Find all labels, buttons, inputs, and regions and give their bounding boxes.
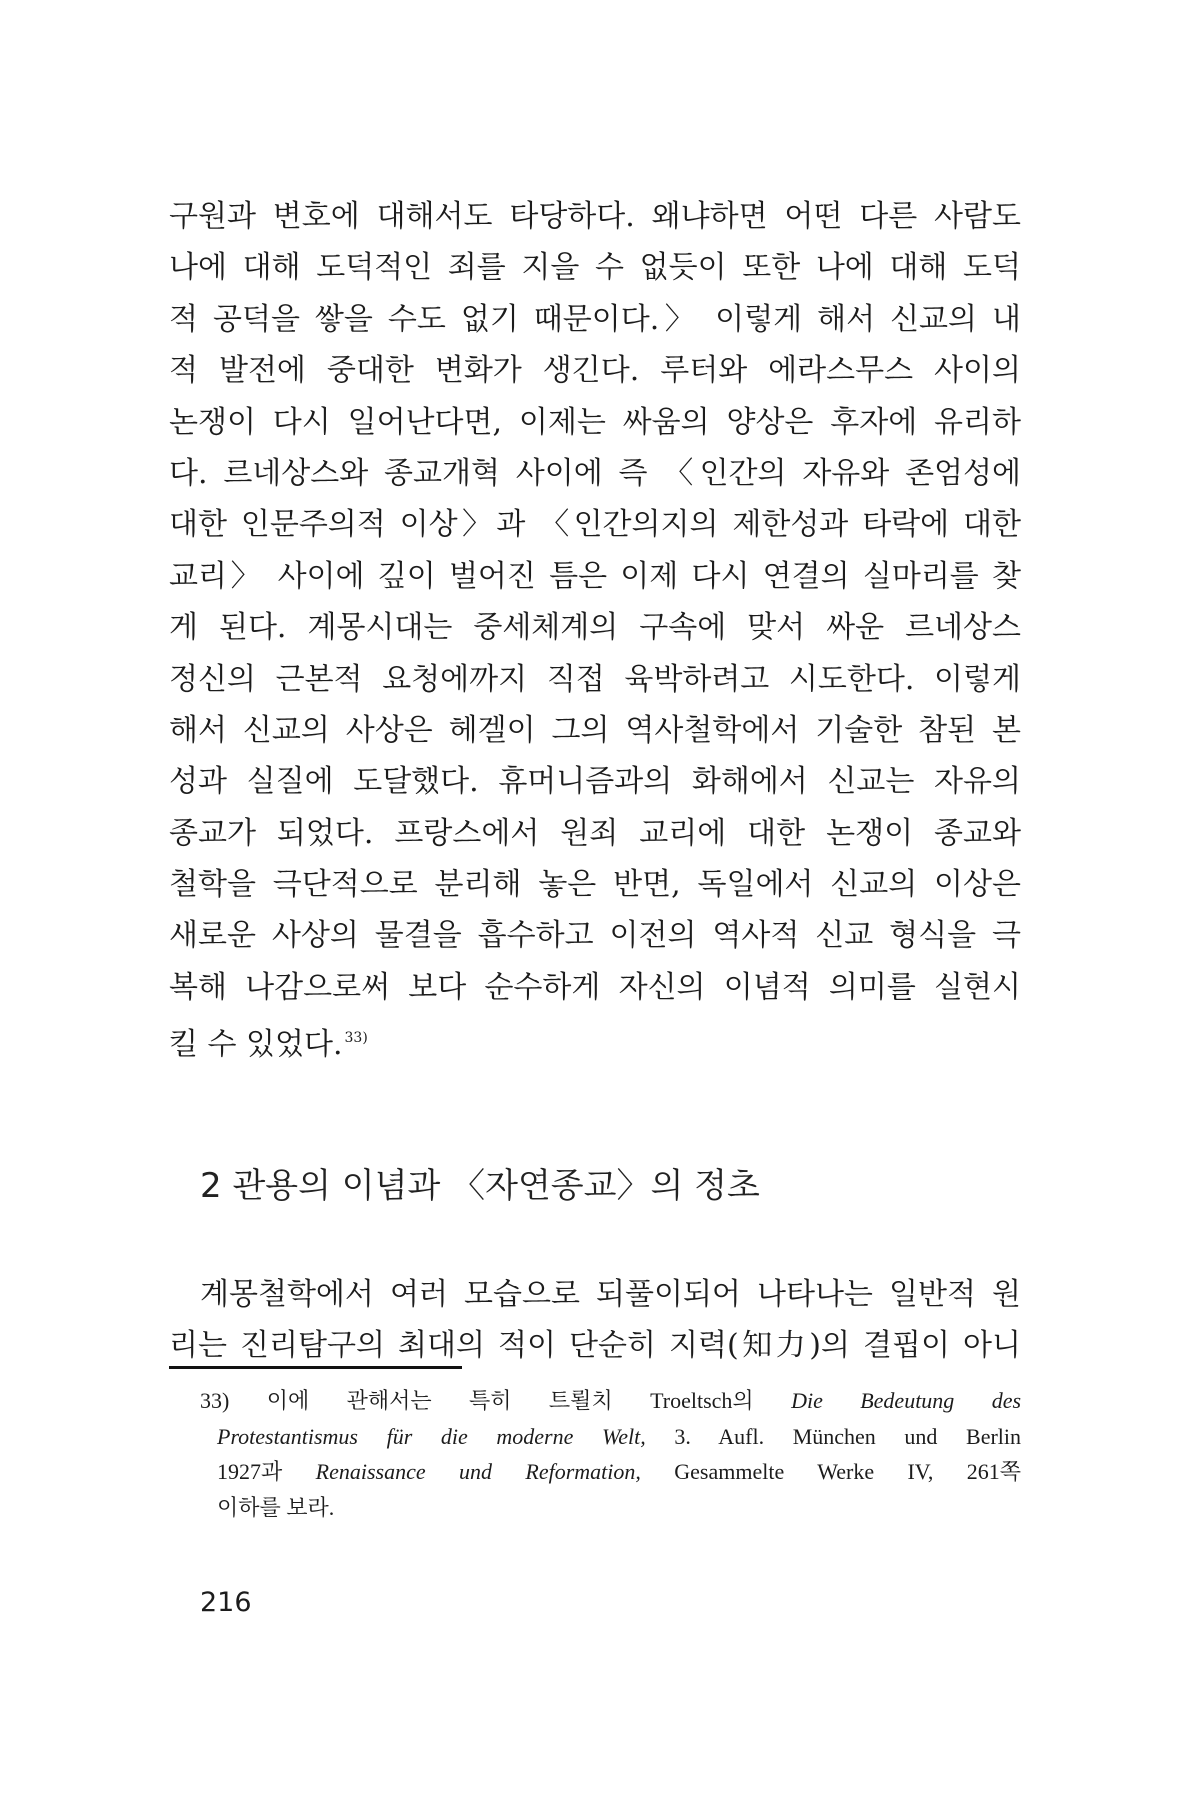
body-paragraph: [169, 191, 1021, 1065]
body-line: 교리〉 사이에 깊이 벌어진 틈은 이제 다시 연결의 실마리를 찾: [169, 558, 1021, 594]
footnote-title-italic: Renaissance und Reformation,: [315, 1459, 641, 1484]
footnote-text: Gesammelte Werke IV, 261쪽: [674, 1459, 1021, 1484]
body-line: 대한 인문주의적 이상〉과 〈인간의지의 제한성과 타락에 대한: [169, 507, 1021, 543]
body-line: 정신의 근본적 요청에까지 직접 육박하려고 시도한다. 이렇게: [169, 661, 1021, 697]
body-line: 복해 나감으로써 보다 순수하게 자신의 이념적 의미를 실현시: [169, 969, 1021, 1005]
body-line: 해서 신교의 사상은 헤겔이 그의 역사철학에서 기술한 참된 본: [169, 712, 1021, 748]
footnote-title-italic: Die Bedeutung des: [791, 1388, 1021, 1413]
page-number: 216: [200, 1587, 252, 1618]
body-line: 적 발전에 중대한 변화가 생긴다. 루터와 에라스무스 사이의: [169, 353, 1021, 389]
body-line: 구원과 변호에 대해서도 타당하다. 왜냐하면 어떤 다른 사람도: [169, 199, 1021, 234]
body-line: 철학을 극단적으로 분리해 놓은 반면, 독일에서 신교의 이상은: [169, 867, 1021, 903]
body-line: [169, 1013, 1021, 1064]
footnote-text: 이하를 보라.: [217, 1494, 335, 1520]
footnote: [200, 1383, 1021, 1525]
footnote-divider: [169, 1366, 462, 1369]
body-line: 성과 실질에 도달했다. 휴머니즘과의 화해에서 신교는 자유의: [169, 764, 1021, 800]
footnote-text: 이에 관해서는 특히 트뢸치 Troeltsch의: [266, 1388, 754, 1413]
body-line: 게 된다. 계몽시대는 중세체계의 구속에 맞서 싸운 르네상스: [169, 610, 1021, 646]
body-line: 계몽철학에서 여러 모습으로 되풀이되어 나타나는 일반적 원: [200, 1277, 1021, 1312]
body-line: 새로운 사상의 물결을 흡수하고 이전의 역사적 신교 형식을 극: [169, 918, 1021, 954]
body-line: 리는 진리탐구의 최대의 적이 단순히 지력(知力)의 결핍이 아니: [169, 1328, 1021, 1364]
body-line: 논쟁이 다시 일어난다면, 이제는 싸움의 양상은 후자에 유리하: [169, 404, 1021, 440]
body-line: 나에 대해 도덕적인 죄를 지을 수 없듯이 또한 나에 대해 도덕: [169, 250, 1021, 286]
body-line: 적 공덕을 쌓을 수도 없기 때문이다.〉 이렇게 해서 신교의 내: [169, 301, 1021, 337]
footnote-line: [200, 1383, 1021, 1419]
footnote-title-italic: Protestantismus für die moderne Welt,: [217, 1423, 646, 1449]
footnote-marker: 33): [200, 1388, 230, 1413]
body-paragraph: [169, 1269, 1021, 1372]
footnote-line: [200, 1490, 1021, 1526]
footnote-reference[interactable]: 33): [344, 1030, 368, 1047]
body-line: 다. 르네상스와 종교개혁 사이에 즉 〈인간의 자유와 존엄성에: [169, 455, 1021, 491]
body-line-text: 킬 수 있었다.: [169, 1027, 343, 1063]
footnote-text: 1927과: [217, 1459, 283, 1484]
body-line: 종교가 되었다. 프랑스에서 원죄 교리에 대한 논쟁이 종교와: [169, 815, 1021, 851]
footnote-text: 3. Aufl. München und Berlin: [674, 1423, 1021, 1449]
section-heading: 2 관용의 이념과 〈자연종교〉의 정초: [200, 1166, 760, 1206]
footnote-line: [200, 1454, 1021, 1490]
footnote-line: [200, 1419, 1021, 1455]
